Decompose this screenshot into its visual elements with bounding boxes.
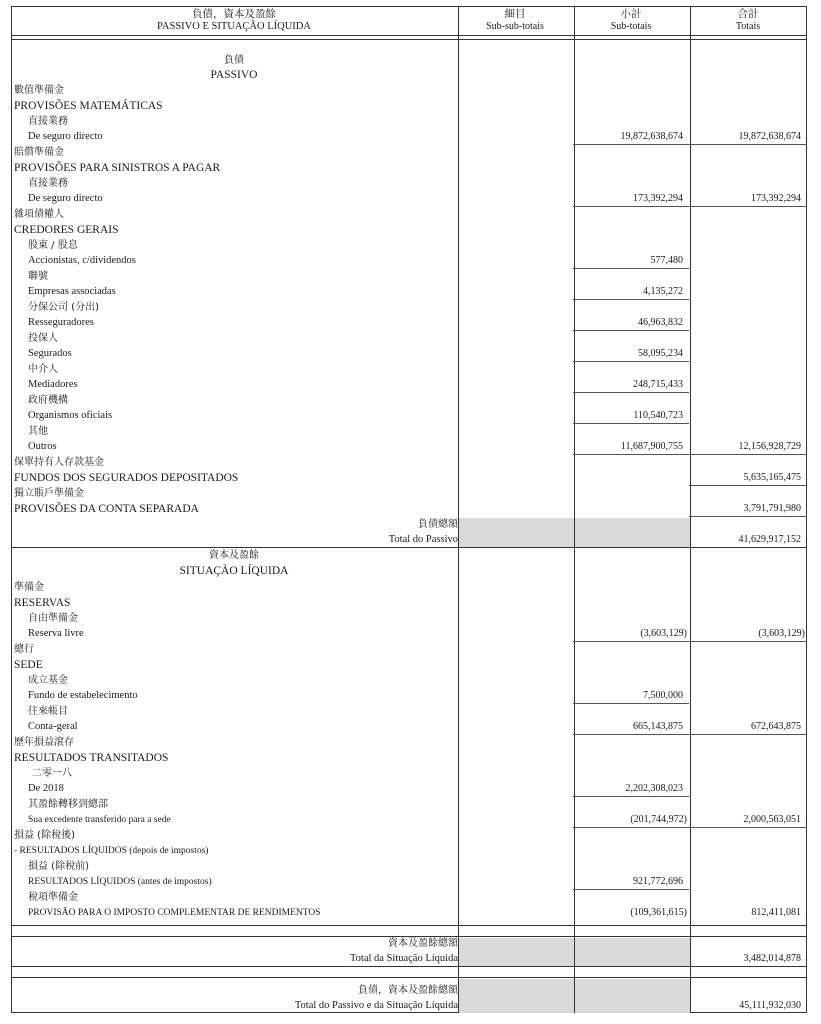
total-value: 812,411,081 xyxy=(751,907,801,918)
total-value: 3,482,014,878 xyxy=(743,953,801,964)
row-label-pt: Resseguradores xyxy=(28,317,94,328)
row-label-zh: 稅項準備金 xyxy=(28,892,78,903)
row-rule xyxy=(573,734,689,735)
section-title-pt: PASSIVO xyxy=(210,69,258,81)
shaded-cell xyxy=(459,518,574,547)
row-rule xyxy=(573,299,689,300)
section-divider xyxy=(12,977,806,978)
subtotal-value: 11,687,900,755 xyxy=(620,441,683,452)
row-rule xyxy=(573,641,689,642)
row-label-zh: 二零一八 xyxy=(32,768,72,779)
row-label-pt: RESULTADOS TRANSITADOS xyxy=(14,752,169,764)
row-label-pt: Mediadores xyxy=(28,379,78,390)
section-title-zh: 負債 xyxy=(224,55,244,66)
row-rule xyxy=(689,516,807,517)
row-label-pt: PROVISÕES DA CONTA SEPARADA xyxy=(14,503,199,515)
section-title-pt: SITUAÇÃO LÍQUIDA xyxy=(179,565,289,577)
column-divider xyxy=(574,7,575,1012)
header-col3-zh: 小計 xyxy=(620,8,642,20)
total-label-pt: Total do Passivo xyxy=(388,534,458,545)
subtotal-value: 110,540,723 xyxy=(633,410,683,421)
row-rule xyxy=(689,206,807,207)
column-divider xyxy=(458,7,459,1012)
grand-total-label-pt: Total do Passivo e da Situação Líquida xyxy=(294,1000,458,1011)
shaded-cell xyxy=(459,979,574,1013)
row-label-pt: PROVISÕES MATEMÁTICAS xyxy=(14,100,163,112)
subtotal-value: (109,361,615) xyxy=(630,907,687,918)
row-label-pt: PROVISÕES PARA SINISTROS A PAGAR xyxy=(14,162,221,174)
row-rule xyxy=(689,144,807,145)
row-rule xyxy=(573,889,689,890)
row-rule xyxy=(573,454,689,455)
row-label-pt: Conta-geral xyxy=(28,721,78,732)
row-label-zh: 股東 / 股息 xyxy=(28,240,78,251)
row-label-pt: Reserva livre xyxy=(28,628,84,639)
row-label-pt: Outros xyxy=(28,441,57,452)
total-value: 5,635,165,475 xyxy=(743,472,801,483)
row-rule xyxy=(689,827,807,828)
row-label-pt: Organismos oficiais xyxy=(28,410,113,421)
subtotal-value: 173,392,294 xyxy=(633,193,683,204)
subtotal-value: (201,744,972) xyxy=(630,814,687,825)
total-value: 672,643,875 xyxy=(751,721,801,732)
row-label-zh: 數值準備金 xyxy=(14,85,64,96)
total-value: 41,629,917,152 xyxy=(738,534,801,545)
row-rule xyxy=(689,734,807,735)
row-rule xyxy=(573,703,689,704)
row-label-zh: 獨立賬戶準備金 xyxy=(14,488,84,499)
header-col2-pt: Sub-sub-totais xyxy=(486,21,544,32)
subtotal-value: 577,480 xyxy=(650,255,683,266)
row-label-pt: CREDORES GERAIS xyxy=(14,224,119,236)
row-label-zh: 中介人 xyxy=(28,364,58,375)
subtotal-value: (3,603,129) xyxy=(640,628,687,639)
row-rule xyxy=(573,268,689,269)
subtotal-value: 248,715,433 xyxy=(633,379,683,390)
total-label-pt: Total da Situação Líquida xyxy=(349,953,458,964)
row-label-zh: 政府機構 xyxy=(28,395,68,406)
header-divider xyxy=(12,35,806,36)
subtotal-value: 921,772,696 xyxy=(633,876,683,887)
row-rule xyxy=(573,144,689,145)
shaded-cell xyxy=(575,979,690,1013)
row-label-zh: 成立基金 xyxy=(28,675,68,686)
row-label-pt: De 2018 xyxy=(28,783,64,794)
shaded-cell xyxy=(575,938,690,966)
total-value: 12,156,928,729 xyxy=(738,441,801,452)
row-rule xyxy=(689,454,807,455)
row-rule xyxy=(689,485,807,486)
row-label-zh: 聯號 xyxy=(28,271,48,282)
subtotal-value: 46,963,832 xyxy=(638,317,683,328)
row-label-pt: Sua excedente transferido para a sede xyxy=(28,815,171,825)
row-label-zh: 分保公司 (分出) xyxy=(28,302,99,313)
total-value: 2,000,563,051 xyxy=(743,814,801,825)
row-label-zh: 準備金 xyxy=(14,582,44,593)
header-col4-zh: 合計 xyxy=(737,8,759,20)
row-label-zh: 其盈餘轉移到總部 xyxy=(28,799,108,810)
row-label-zh: 自由準備金 xyxy=(28,613,78,624)
row-label-pt: SEDE xyxy=(14,659,43,671)
total-value: 173,392,294 xyxy=(751,193,801,204)
row-label-zh: 雜項債權人 xyxy=(14,209,64,220)
header-col2-zh: 細目 xyxy=(504,8,526,20)
row-label-zh: 總行 xyxy=(14,644,34,655)
header-col1-pt: PASSIVO E SITUAÇÃO LÍQUIDA xyxy=(157,21,311,32)
row-label-zh: 直接業務 xyxy=(28,116,68,127)
grand-total-label-zh: 負債，資本及盈餘總額 xyxy=(358,985,458,996)
subtotal-value: 2,202,308,023 xyxy=(625,783,683,794)
subtotal-value: 7,500,000 xyxy=(643,690,683,701)
section-divider xyxy=(12,966,806,967)
row-rule xyxy=(573,796,689,797)
subtotal-value: 665,143,875 xyxy=(633,721,683,732)
row-rule xyxy=(573,206,689,207)
row-label-pt: RESERVAS xyxy=(14,597,71,609)
section-title-zh: 資本及盈餘 xyxy=(209,550,259,561)
shaded-cell xyxy=(459,938,574,966)
subtotal-value: 58,095,234 xyxy=(638,348,683,359)
row-rule xyxy=(689,641,807,642)
row-label-zh: 賠償準備金 xyxy=(14,147,64,158)
total-label-zh: 資本及盈餘總額 xyxy=(388,938,458,949)
header-col1-zh: 負債，資本及盈餘 xyxy=(192,8,276,20)
total-value: 19,872,638,674 xyxy=(738,131,801,142)
row-label-pt: RESULTADOS LÍQUIDOS (antes de impostos) xyxy=(28,877,212,887)
subtotal-value: 19,872,638,674 xyxy=(620,131,683,142)
row-label-pt: Fundo de estabelecimento xyxy=(28,690,138,701)
header-col3-pt: Sub-totais xyxy=(610,21,652,32)
row-rule xyxy=(573,423,689,424)
row-label-zh: 損益 (除稅後) xyxy=(14,830,75,841)
row-rule xyxy=(573,392,689,393)
row-label-zh: 損益 (除稅前) xyxy=(28,861,89,872)
row-label-zh: 其他 xyxy=(28,426,48,437)
row-label-zh: 直接業務 xyxy=(28,178,68,189)
section-divider xyxy=(12,925,806,926)
row-label-zh: 歷年損益滾存 xyxy=(14,737,74,748)
row-label-pt: FUNDOS DOS SEGURADOS DEPOSITADOS xyxy=(14,472,239,484)
row-label-pt: Segurados xyxy=(28,348,72,359)
shaded-cell xyxy=(575,518,690,547)
row-label-pt: Accionistas, c/dividendos xyxy=(28,255,136,266)
total-label-zh: 負債總額 xyxy=(418,519,458,530)
total-value: 3,791,791,980 xyxy=(743,503,801,514)
row-label-pt: - RESULTADOS LÍQUIDOS (depois de impostos) xyxy=(14,846,209,856)
row-label-zh: 保單持有人存款基金 xyxy=(14,457,104,468)
row-label-pt: De seguro directo xyxy=(28,131,103,142)
row-rule xyxy=(573,330,689,331)
row-label-pt: Empresas associadas xyxy=(28,286,116,297)
row-label-zh: 往來帳目 xyxy=(28,706,68,717)
section-divider xyxy=(12,547,806,548)
row-rule xyxy=(573,361,689,362)
header-col4-pt: Totais xyxy=(735,21,761,32)
row-label-zh: 投保人 xyxy=(28,333,58,344)
row-rule xyxy=(573,827,689,828)
subtotal-value: 4,135,272 xyxy=(643,286,683,297)
total-value: (3,603,129) xyxy=(758,628,805,639)
row-label-pt: De seguro directo xyxy=(28,193,103,204)
header-divider xyxy=(12,39,806,40)
row-label-pt: PROVISÃO PARA O IMPOSTO COMPLEMENTAR DE RENDIMENTOS xyxy=(28,908,321,918)
grand-total-value: 45,111,932,030 xyxy=(739,1000,801,1011)
